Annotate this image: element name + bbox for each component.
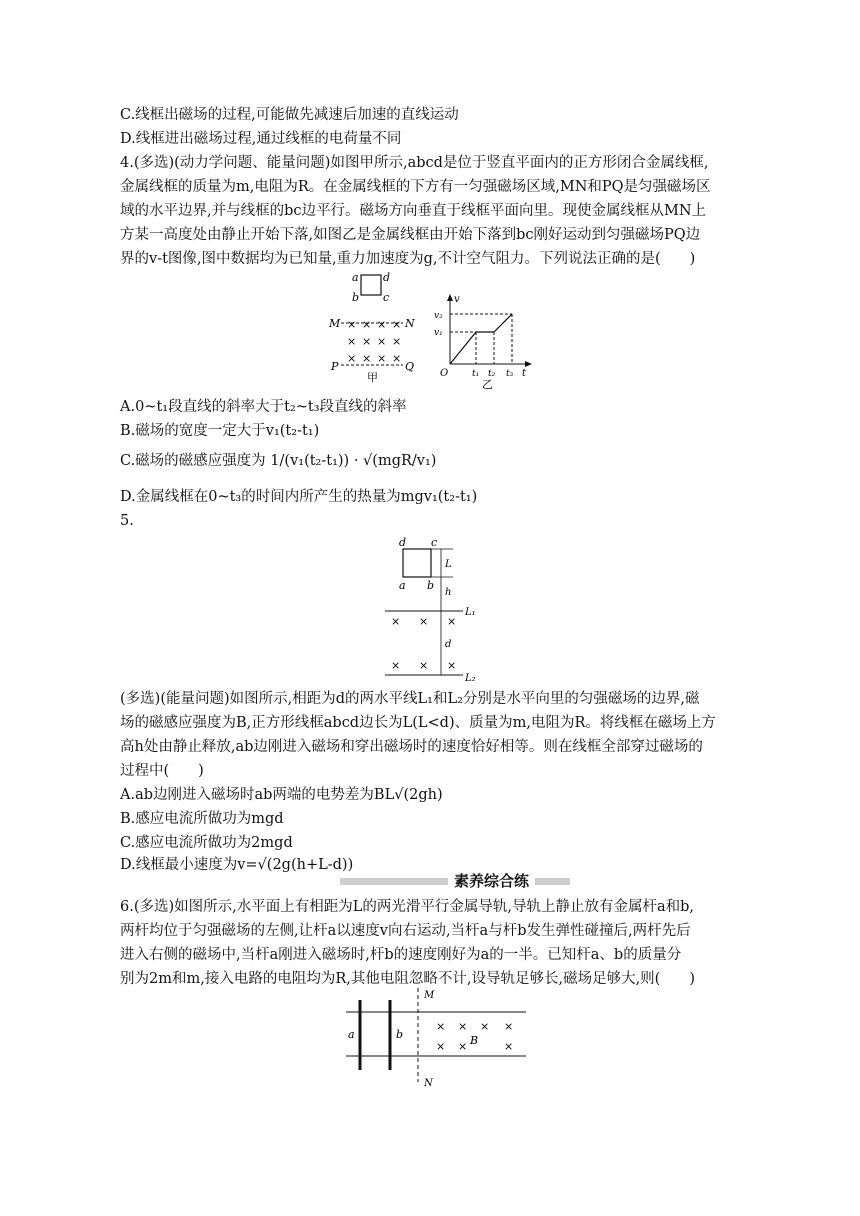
option-b-q5: B.感应电流所做功为mgd: [120, 811, 284, 827]
question-6-line1: 6.(多选)如图所示,水平面上有相距为L的两光滑平行金属导轨,导轨上静止放有金属杆a和b,: [120, 899, 695, 915]
svg-text:×: ×: [362, 318, 372, 331]
question-6-line2: 两杆均位于匀强磁场的左侧,让杆a以速度v向右运动,当杆a与杆b发生弹性碰撞后,两杆先后: [120, 923, 691, 939]
option-d-q3: D.线框进出磁场过程,通过线框的电荷量不同: [120, 131, 402, 147]
label-a: a: [399, 579, 406, 592]
svg-text:×: ×: [447, 615, 457, 628]
svg-text:×: ×: [362, 352, 372, 365]
svg-text:×: ×: [436, 1040, 446, 1053]
label-c: c: [431, 536, 438, 549]
svg-text:×: ×: [377, 352, 387, 365]
figure-jia: [325, 265, 435, 384]
question-5-line4: 过程中( ): [120, 763, 204, 779]
question-5-line3: 高h处由静止释放,ab边刚进入磁场和穿出磁场时的速度恰好相等。则在线框全部穿过磁场的: [120, 739, 703, 755]
label-h: h: [445, 587, 452, 598]
axis-v: v: [454, 294, 460, 305]
question-4-line3: 域的水平边界,并与线框的bc边平行。磁场方向垂直于线框平面向里。现使金属线框从MN上: [120, 203, 707, 219]
question-5-number: 5.: [120, 513, 134, 529]
svg-text:×: ×: [504, 1040, 514, 1053]
axis-t: t: [522, 368, 527, 379]
question-5-line1: (多选)(能量问题)如图所示,相距为d的两水平线L₁和L₂分别是水平向里的匀强磁场的边界,磁: [120, 691, 700, 707]
label-m: M: [424, 990, 435, 1001]
svg-text:×: ×: [392, 335, 402, 348]
label-a: a: [352, 271, 359, 284]
label-dist-d: d: [445, 639, 452, 650]
label-b: b: [352, 291, 360, 304]
svg-text:×: ×: [391, 615, 401, 628]
svg-text:×: ×: [419, 615, 429, 628]
svg-text:×: ×: [347, 335, 357, 348]
section-header: [340, 872, 570, 890]
section-header-title: 素养综合练: [448, 870, 535, 891]
option-c-q4: C.磁场的磁感应强度为 1/(v₁(t₂-t₁)) · √(mgR/v₁): [120, 453, 437, 469]
svg-text:×: ×: [447, 659, 457, 672]
origin-o: O: [440, 368, 449, 379]
option-d-q5: D.线框最小速度为v=√(2g(h+L-d)): [120, 857, 354, 873]
svg-text:×: ×: [362, 335, 372, 348]
label-d: d: [383, 271, 391, 284]
option-a-q5: A.ab边刚进入磁场时ab两端的电势差为BL√(2gh): [120, 787, 443, 803]
option-d-q4: D.金属线框在0~t₃的时间内所产生的热量为mgv₁(t₂-t₁): [120, 489, 478, 505]
svg-text:×: ×: [392, 318, 402, 331]
label-l2: L₂: [465, 673, 476, 684]
tick-t1: t₁: [472, 369, 480, 379]
label-q: Q: [405, 360, 415, 373]
question-6-line3: 进入右侧的磁场中,当杆a刚进入磁场时,杆b的速度刚好为a的一半。已知杆a、b的质量分: [120, 947, 682, 963]
option-c-q3: C.线框出磁场的过程,可能做先减速后加速的直线运动: [120, 107, 459, 123]
label-c: c: [383, 291, 390, 304]
figure-q5: [385, 535, 485, 683]
label-l1: L₁: [465, 607, 476, 618]
svg-text:×: ×: [458, 1020, 468, 1033]
label-n: N: [405, 317, 415, 330]
question-4-line1: 4.(多选)(动力学问题、能量问题)如图甲所示,abcd是位于竖直平面内的正方形闭合金属线框,: [120, 155, 709, 171]
label-p: P: [331, 360, 339, 373]
label-n: N: [424, 1078, 433, 1089]
label-b: b: [427, 579, 435, 592]
svg-text:×: ×: [480, 1020, 490, 1033]
label-field-b: B: [470, 1034, 479, 1047]
option-c-q5: C.感应电流所做功为2mgd: [120, 835, 293, 851]
svg-text:×: ×: [392, 352, 402, 365]
question-5-line2: 场的磁感应强度为B,正方形线框abcd边长为L(L<d)、质量为m,电阻为R。将线框在磁场上方: [120, 715, 716, 731]
tick-t2: t₂: [488, 369, 496, 379]
caption-yi: 乙: [482, 378, 493, 391]
svg-text:×: ×: [377, 335, 387, 348]
svg-text:×: ×: [504, 1020, 514, 1033]
question-4-line5: 界的v-t图像,图中数据均为已知量,重力加速度为g,不计空气阻力。下列说法正确的是( ): [120, 251, 696, 267]
label-l: L: [445, 559, 452, 570]
tick-t3: t₃: [506, 369, 514, 379]
caption-jia: 甲: [367, 371, 378, 384]
question-6-line4: 别为2m和m,接入电路的电阻均为R,其他电阻忽略不计,设导轨足够长,磁场足够大,则( ): [120, 971, 695, 987]
question-4-line2: 金属线框的质量为m,电阻为R。在金属线框的下方有一匀强磁场区域,MN和PQ是匀强磁场区: [120, 179, 711, 195]
svg-text:×: ×: [436, 1020, 446, 1033]
svg-text:×: ×: [419, 659, 429, 672]
tick-v2: v₂: [434, 311, 443, 321]
svg-text:×: ×: [377, 318, 387, 331]
vt-curve: [450, 314, 512, 364]
option-b-q4: B.磁场的宽度一定大于v₁(t₂-t₁): [120, 423, 320, 439]
option-a-q4: A.0~t₁段直线的斜率大于t₂~t₃段直线的斜率: [120, 399, 407, 415]
label-m: M: [329, 317, 341, 330]
svg-text:×: ×: [391, 659, 401, 672]
label-rod-b: b: [396, 1028, 404, 1041]
figure-q6: [340, 982, 530, 1094]
svg-text:×: ×: [458, 1040, 468, 1053]
question-4-line4: 方某一高度处由静止开始下落,如图乙是金属线框由开始下落到bc刚好运动到匀强磁场PQ边: [120, 227, 701, 243]
svg-text:×: ×: [347, 318, 357, 331]
tick-v1: v₁: [434, 328, 443, 338]
field-crosses: [347, 318, 401, 365]
svg-text:×: ×: [347, 352, 357, 365]
label-d: d: [399, 536, 407, 549]
label-rod-a: a: [348, 1028, 355, 1041]
figure-yi: [432, 292, 532, 391]
